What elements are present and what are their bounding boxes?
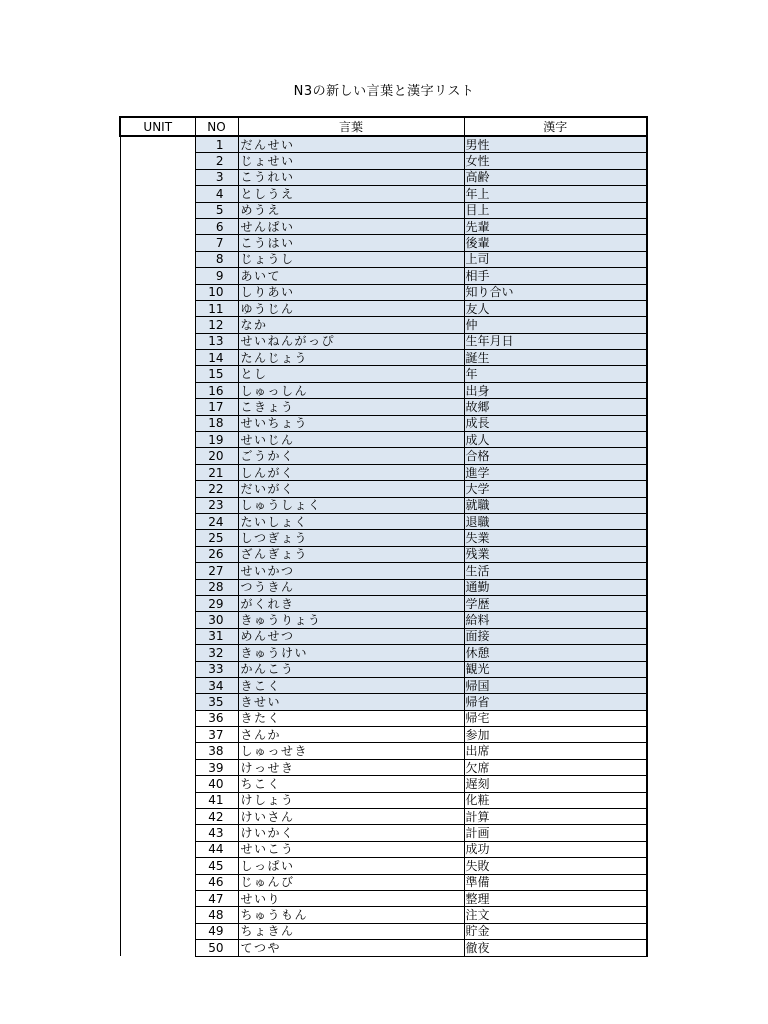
row-number: 46: [195, 874, 238, 890]
row-number: 48: [195, 907, 238, 923]
table-row: [120, 546, 647, 562]
row-kanji: 生活: [464, 563, 647, 579]
row-kanji: 貯金: [464, 923, 647, 939]
row-kanji: 準備: [464, 874, 647, 890]
row-kanji: 生年月日: [464, 333, 647, 349]
row-kanji: 帰国: [464, 677, 647, 693]
row-word: けしょう: [238, 792, 464, 808]
row-word: きゅうりょう: [238, 612, 464, 628]
row-word: あいて: [238, 268, 464, 284]
table-row: [120, 792, 647, 808]
row-number: 17: [195, 399, 238, 415]
row-kanji: 注文: [464, 907, 647, 923]
table-row: [120, 350, 647, 366]
row-word: がくれき: [238, 595, 464, 611]
row-kanji: 面接: [464, 628, 647, 644]
row-number: 2: [195, 153, 238, 169]
row-kanji: 整理: [464, 890, 647, 906]
table-row: [120, 464, 647, 480]
row-number: 7: [195, 235, 238, 251]
row-number: 35: [195, 694, 238, 710]
row-number: 6: [195, 218, 238, 234]
row-kanji: 就職: [464, 497, 647, 513]
table-row: [120, 202, 647, 218]
row-word: しんがく: [238, 464, 464, 480]
table-row: [120, 333, 647, 349]
row-kanji: 通勤: [464, 579, 647, 595]
table-row: [120, 628, 647, 644]
table-row: [120, 399, 647, 415]
row-kanji: 欠席: [464, 759, 647, 775]
row-word: だんせい: [238, 136, 464, 153]
row-number: 27: [195, 563, 238, 579]
row-word: ちゅうもん: [238, 907, 464, 923]
table-row: [120, 382, 647, 398]
row-number: 30: [195, 612, 238, 628]
table-row: [120, 366, 647, 382]
table-row: [120, 218, 647, 234]
table-row: [120, 923, 647, 939]
table-row: [120, 317, 647, 333]
row-number: 28: [195, 579, 238, 595]
row-number: 49: [195, 923, 238, 939]
row-number: 4: [195, 186, 238, 202]
row-word: つうきん: [238, 579, 464, 595]
row-number: 24: [195, 513, 238, 529]
row-kanji: 給料: [464, 612, 647, 628]
row-number: 47: [195, 890, 238, 906]
row-kanji: 誕生: [464, 350, 647, 366]
table-row: [120, 268, 647, 284]
table-row: [120, 136, 647, 153]
row-word: きたく: [238, 710, 464, 726]
row-number: 19: [195, 432, 238, 448]
row-number: 44: [195, 841, 238, 857]
row-word: だいがく: [238, 481, 464, 497]
row-number: 34: [195, 677, 238, 693]
row-kanji: 帰宅: [464, 710, 647, 726]
row-word: きこく: [238, 677, 464, 693]
row-number: 13: [195, 333, 238, 349]
row-kanji: 大学: [464, 481, 647, 497]
row-word: なか: [238, 317, 464, 333]
unit-cell: [120, 136, 195, 956]
row-number: 16: [195, 382, 238, 398]
row-word: せいじん: [238, 432, 464, 448]
table-row: [120, 759, 647, 775]
row-word: きせい: [238, 694, 464, 710]
row-number: 29: [195, 595, 238, 611]
row-kanji: 退職: [464, 513, 647, 529]
column-header-word: 言葉: [238, 117, 464, 136]
row-kanji: 出身: [464, 382, 647, 398]
row-number: 32: [195, 645, 238, 661]
table-row: [120, 595, 647, 611]
row-word: しゅっしん: [238, 382, 464, 398]
table-row: [120, 530, 647, 546]
row-word: せいり: [238, 890, 464, 906]
row-kanji: 進学: [464, 464, 647, 480]
table-row: [120, 940, 647, 956]
row-kanji: 成人: [464, 432, 647, 448]
row-number: 40: [195, 776, 238, 792]
row-number: 38: [195, 743, 238, 759]
row-word: とし: [238, 366, 464, 382]
row-number: 45: [195, 858, 238, 874]
row-word: じゅんび: [238, 874, 464, 890]
row-kanji: 遅刻: [464, 776, 647, 792]
row-word: せいかつ: [238, 563, 464, 579]
row-number: 42: [195, 809, 238, 825]
table-row: [120, 612, 647, 628]
table-row: [120, 710, 647, 726]
row-word: じょせい: [238, 153, 464, 169]
table-row: [120, 809, 647, 825]
row-word: せいこう: [238, 841, 464, 857]
table-row: [120, 890, 647, 906]
row-number: 22: [195, 481, 238, 497]
row-kanji: 徹夜: [464, 940, 647, 956]
row-word: せいちょう: [238, 415, 464, 431]
row-kanji: 成功: [464, 841, 647, 857]
row-word: かんこう: [238, 661, 464, 677]
row-word: たんじょう: [238, 350, 464, 366]
table-row: [120, 432, 647, 448]
table-row: [120, 645, 647, 661]
row-word: ごうかく: [238, 448, 464, 464]
row-number: 39: [195, 759, 238, 775]
row-kanji: 上司: [464, 251, 647, 267]
table-header-row: [120, 117, 647, 136]
row-number: 21: [195, 464, 238, 480]
table-row: [120, 300, 647, 316]
page-title: N3の新しい言葉と漢字リスト: [293, 84, 475, 99]
row-word: たいしょく: [238, 513, 464, 529]
row-number: 9: [195, 268, 238, 284]
row-word: きゅうけい: [238, 645, 464, 661]
row-kanji: 故郷: [464, 399, 647, 415]
row-kanji: 観光: [464, 661, 647, 677]
row-kanji: 年上: [464, 186, 647, 202]
row-kanji: 計画: [464, 825, 647, 841]
row-number: 26: [195, 546, 238, 562]
row-word: てつや: [238, 940, 464, 956]
table-row: [120, 907, 647, 923]
row-number: 43: [195, 825, 238, 841]
table-row: [120, 579, 647, 595]
row-kanji: 合格: [464, 448, 647, 464]
row-number: 12: [195, 317, 238, 333]
table-row: [120, 727, 647, 743]
row-word: めうえ: [238, 202, 464, 218]
row-word: せんぱい: [238, 218, 464, 234]
row-kanji: 休憩: [464, 645, 647, 661]
row-kanji: 失敗: [464, 858, 647, 874]
row-number: 3: [195, 169, 238, 185]
row-kanji: 友人: [464, 300, 647, 316]
row-word: けいさん: [238, 809, 464, 825]
table-row: [120, 677, 647, 693]
row-kanji: 失業: [464, 530, 647, 546]
row-number: 10: [195, 284, 238, 300]
row-kanji: 相手: [464, 268, 647, 284]
row-word: しゅっせき: [238, 743, 464, 759]
table-row: [120, 841, 647, 857]
row-number: 50: [195, 940, 238, 956]
table-row: [120, 235, 647, 251]
table-row: [120, 661, 647, 677]
row-kanji: 男性: [464, 136, 647, 153]
row-number: 5: [195, 202, 238, 218]
row-word: こきょう: [238, 399, 464, 415]
row-number: 31: [195, 628, 238, 644]
row-number: 8: [195, 251, 238, 267]
row-kanji: 成長: [464, 415, 647, 431]
row-number: 37: [195, 727, 238, 743]
row-word: としうえ: [238, 186, 464, 202]
row-word: しつぎょう: [238, 530, 464, 546]
row-word: せいねんがっぴ: [238, 333, 464, 349]
row-kanji: 先輩: [464, 218, 647, 234]
row-kanji: 目上: [464, 202, 647, 218]
table-row: [120, 563, 647, 579]
row-kanji: 仲: [464, 317, 647, 333]
column-header-no: NO: [195, 117, 238, 136]
row-word: しゅうしょく: [238, 497, 464, 513]
row-word: こうれい: [238, 169, 464, 185]
row-word: めんせつ: [238, 628, 464, 644]
table-row: [120, 513, 647, 529]
table-body: [120, 136, 647, 956]
row-word: しりあい: [238, 284, 464, 300]
row-number: 14: [195, 350, 238, 366]
row-word: けいかく: [238, 825, 464, 841]
table-row: [120, 874, 647, 890]
row-number: 15: [195, 366, 238, 382]
table-row: [120, 448, 647, 464]
row-word: じょうし: [238, 251, 464, 267]
table-row: [120, 481, 647, 497]
row-word: こうはい: [238, 235, 464, 251]
row-kanji: 高齢: [464, 169, 647, 185]
row-kanji: 知り合い: [464, 284, 647, 300]
row-word: ちょきん: [238, 923, 464, 939]
row-number: 41: [195, 792, 238, 808]
table-row: [120, 251, 647, 267]
row-number: 11: [195, 300, 238, 316]
row-number: 36: [195, 710, 238, 726]
table-row: [120, 743, 647, 759]
table-row: [120, 284, 647, 300]
row-number: 20: [195, 448, 238, 464]
table-row: [120, 825, 647, 841]
row-kanji: 帰省: [464, 694, 647, 710]
row-number: 33: [195, 661, 238, 677]
row-word: ちこく: [238, 776, 464, 792]
row-kanji: 化粧: [464, 792, 647, 808]
row-word: ざんぎょう: [238, 546, 464, 562]
row-kanji: 年: [464, 366, 647, 382]
table-row: [120, 186, 647, 202]
row-number: 23: [195, 497, 238, 513]
row-kanji: 計算: [464, 809, 647, 825]
row-number: 25: [195, 530, 238, 546]
row-number: 18: [195, 415, 238, 431]
table-row: [120, 153, 647, 169]
column-header-unit: UNIT: [120, 117, 195, 136]
row-kanji: 出席: [464, 743, 647, 759]
row-word: しっぱい: [238, 858, 464, 874]
row-kanji: 残業: [464, 546, 647, 562]
row-kanji: 参加: [464, 727, 647, 743]
table-row: [120, 858, 647, 874]
table-row: [120, 776, 647, 792]
row-kanji: 女性: [464, 153, 647, 169]
row-kanji: 後輩: [464, 235, 647, 251]
table-row: [120, 497, 647, 513]
row-kanji: 学歴: [464, 595, 647, 611]
row-word: さんか: [238, 727, 464, 743]
column-header-kanji: 漢字: [464, 117, 647, 136]
vocab-table: [119, 116, 648, 957]
row-number: 1: [195, 136, 238, 153]
row-word: けっせき: [238, 759, 464, 775]
table-row: [120, 415, 647, 431]
table-row: [120, 169, 647, 185]
table-row: [120, 694, 647, 710]
row-word: ゆうじん: [238, 300, 464, 316]
